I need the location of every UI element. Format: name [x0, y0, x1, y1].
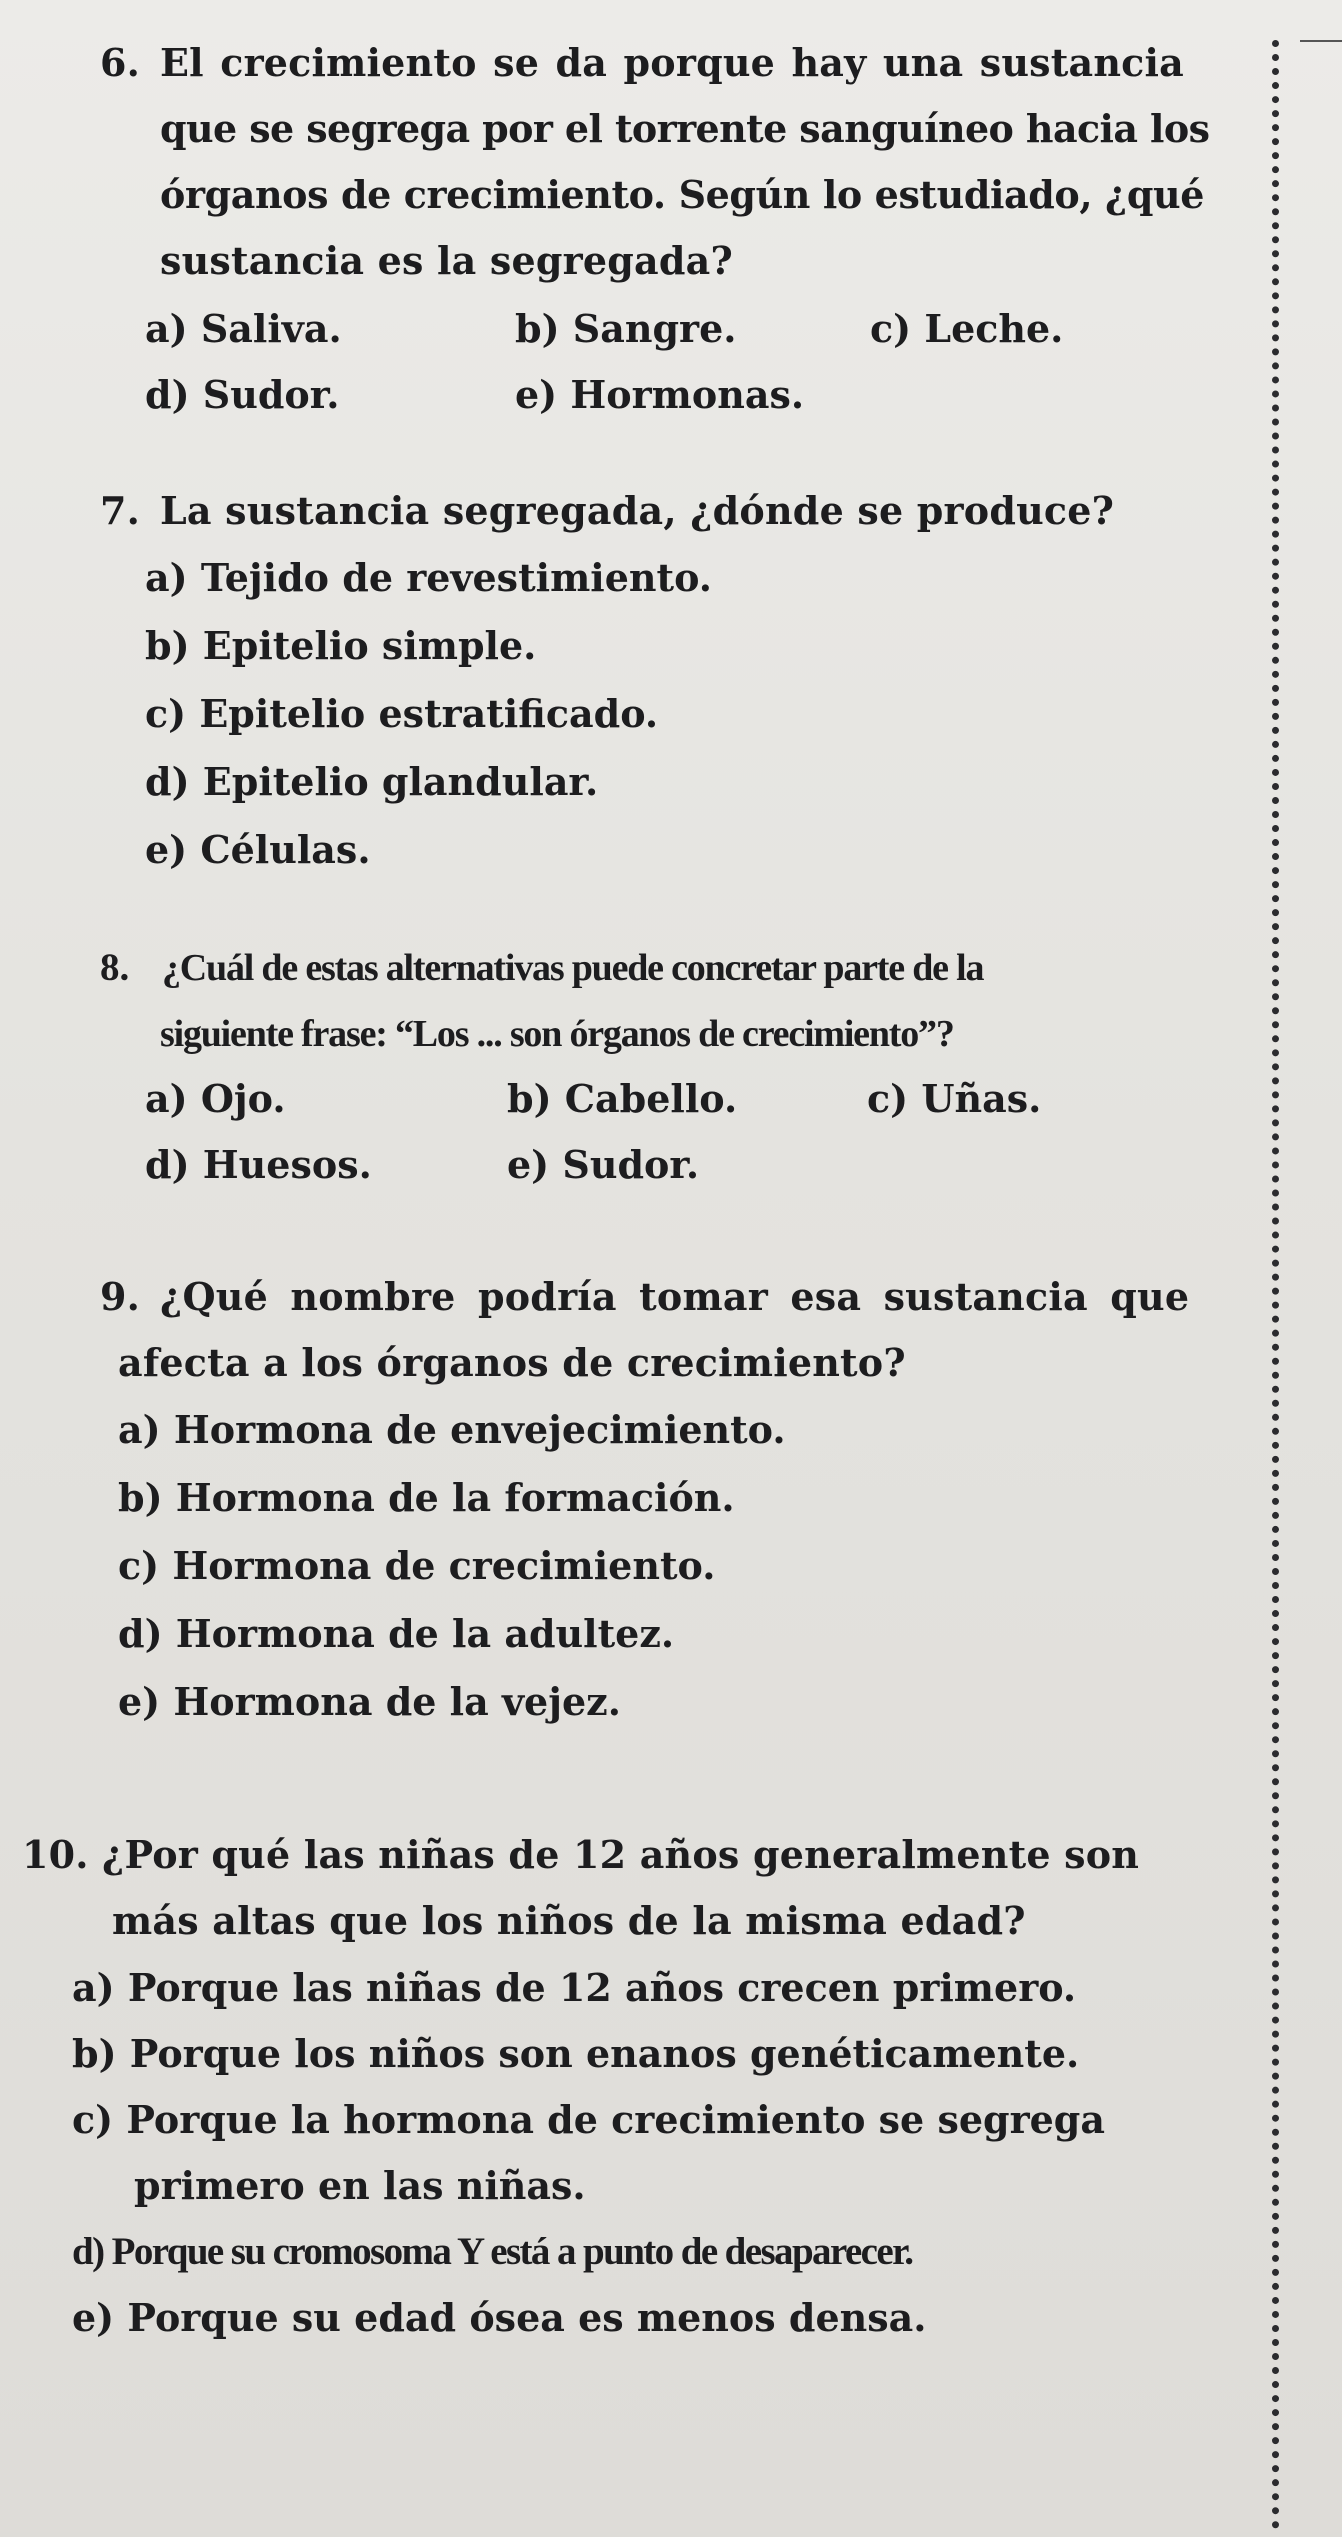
answer-option[interactable]: d) Porque su cromosoma Y está a punto de desaparecer.	[72, 2230, 913, 2273]
answer-option[interactable]: b) Epitelio simple.	[145, 623, 537, 668]
question-line: siguiente frase: “Los ... son órganos de crecimiento”?	[160, 1013, 954, 1055]
question-8	[100, 935, 1260, 1067]
answer-option[interactable]: b) Hormona de la formación.	[118, 1475, 735, 1520]
question-number: 8.	[100, 946, 130, 989]
corner-rule	[1300, 40, 1342, 42]
answer-option[interactable]: c) Porque la hormona de crecimiento se segrega	[72, 2097, 1105, 2142]
answer-option[interactable]: d) Huesos.	[145, 1142, 372, 1187]
question-number: 6.	[100, 40, 141, 85]
question-line: sustancia es la segregada?	[160, 238, 733, 283]
question-line: más altas que los niños de la misma edad?	[112, 1898, 1026, 1943]
answer-option[interactable]: e) Porque su edad ósea es menos densa.	[72, 2295, 927, 2340]
question-line: afecta a los órganos de crecimiento?	[118, 1340, 906, 1385]
answer-option[interactable]: c) Epitelio estratificado.	[145, 691, 659, 736]
question-line: ¿Qué nombre podría tomar esa sustancia que	[160, 1274, 1190, 1319]
question-text	[142, 935, 1260, 1067]
answer-option[interactable]: d) Epitelio glandular.	[145, 759, 599, 804]
answer-option[interactable]: b) Porque los niños son enanos genéticamente.	[72, 2031, 1080, 2076]
question-6	[100, 30, 1260, 294]
answer-option[interactable]: a) Porque las niñas de 12 años crecen primero.	[72, 1965, 1077, 2010]
answer-list	[145, 544, 712, 884]
question-line: órganos de crecimiento. Según lo estudiado, ¿qué	[160, 172, 1205, 217]
question-line: ¿Cuál de estas alternativas puede concretar parte de la	[162, 947, 984, 989]
question-line: La sustancia segregada, ¿dónde se produce?	[160, 488, 1115, 533]
answer-option[interactable]: a) Hormona de envejecimiento.	[118, 1407, 786, 1452]
answer-option[interactable]: e) Células.	[145, 827, 371, 872]
question-line: que se segrega por el torrente sanguíneo hacia los	[160, 106, 1210, 151]
question-9	[100, 1264, 1260, 1396]
question-number: 10.	[22, 1832, 89, 1877]
answer-option[interactable]: d) Sudor.	[145, 372, 340, 417]
answer-option[interactable]: b) Sangre.	[515, 306, 737, 351]
question-number: 9.	[100, 1274, 141, 1319]
answer-option[interactable]: c) Leche.	[870, 306, 1064, 351]
answer-option-continuation: primero en las niñas.	[134, 2163, 586, 2208]
answer-option[interactable]: c) Uñas.	[867, 1076, 1042, 1121]
question-10	[22, 1822, 1262, 1954]
question-line: ¿Por qué las niñas de 12 años generalmente son	[102, 1832, 1140, 1877]
question-7	[100, 478, 1260, 544]
answer-option[interactable]: c) Hormona de crecimiento.	[118, 1543, 716, 1588]
answer-option[interactable]: d) Hormona de la adultez.	[118, 1611, 675, 1656]
answer-option[interactable]: a) Saliva.	[145, 306, 342, 351]
answer-option[interactable]: e) Sudor.	[507, 1142, 700, 1187]
answer-list	[118, 1396, 786, 1736]
question-text	[118, 1264, 1260, 1396]
question-number: 7.	[100, 488, 141, 533]
question-line: El crecimiento se da porque hay una sustancia	[160, 40, 1184, 85]
answer-option[interactable]: a) Ojo.	[145, 1076, 286, 1121]
question-text	[102, 1822, 1262, 1954]
question-text	[160, 478, 1260, 544]
answer-list	[72, 1955, 1105, 2351]
answer-option[interactable]: e) Hormonas.	[515, 372, 805, 417]
answer-option[interactable]: e) Hormona de la vejez.	[118, 1679, 621, 1724]
answer-option[interactable]: b) Cabello.	[507, 1076, 738, 1121]
dotted-margin-rule	[1272, 40, 1279, 2530]
answer-option[interactable]: a) Tejido de revestimiento.	[145, 555, 712, 600]
question-text	[160, 30, 1260, 294]
